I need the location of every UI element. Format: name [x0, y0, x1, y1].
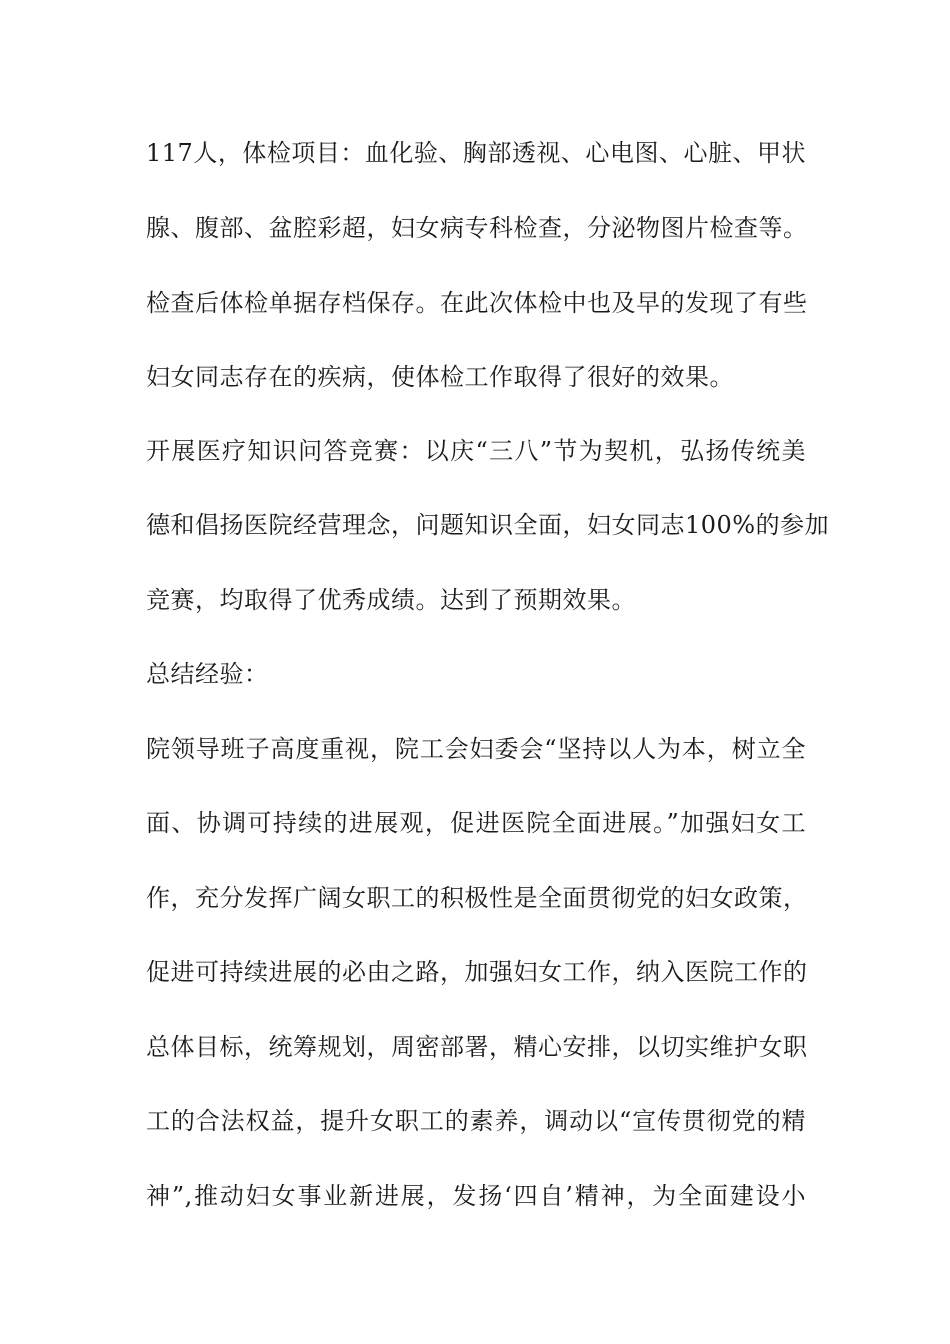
text-line-7: 竞赛，均取得了优秀成绩。达到了预期效果。 — [146, 586, 636, 614]
text-line-1: 117人，体检项目：血化验、胸部透视、心电图、心脏、甲状 — [146, 139, 806, 167]
text-line-14: 工的合法权益，提升女职工的素养，调动以“宣传贯彻党的精 — [146, 1107, 806, 1135]
text-line-9: 院领导班子高度重视，院工会妇委会“坚持以人为本，树立全 — [146, 735, 806, 763]
text-line-6: 德和倡扬医院经营理念，问题知识全面，妇女同志100%的参加 — [146, 511, 830, 539]
text-line-13: 总体目标，统筹规划，周密部署，精心安排，以切实维护女职 — [146, 1033, 808, 1061]
section-heading: 总结经验： — [146, 660, 269, 688]
text-line-10: 面、协调可持续的进展观，促进医院全面进展。”加强妇女工 — [146, 809, 806, 837]
text-line-4: 妇女同志存在的疾病，使体检工作取得了很好的效果。 — [146, 363, 734, 391]
text-line-2: 腺、腹部、盆腔彩超，妇女病专科检查，分泌物图片检查等。 — [146, 214, 808, 242]
text-line-15: 神”,推动妇女事业新进展，发扬‘四自’精神，为全面建设小 — [146, 1182, 806, 1210]
text-line-5: 开展医疗知识问答竞赛：以庆“三八”节为契机，弘扬传统美 — [146, 437, 806, 465]
text-line-12: 促进可持续进展的必由之路，加强妇女工作，纳入医院工作的 — [146, 958, 808, 986]
text-line-3: 检查后体检单据存档保存。在此次体检中也及早的发现了有些 — [146, 289, 808, 317]
text-line-11: 作，充分发挥广阔女职工的积极性是全面贯彻党的妇女政策， — [146, 884, 808, 912]
